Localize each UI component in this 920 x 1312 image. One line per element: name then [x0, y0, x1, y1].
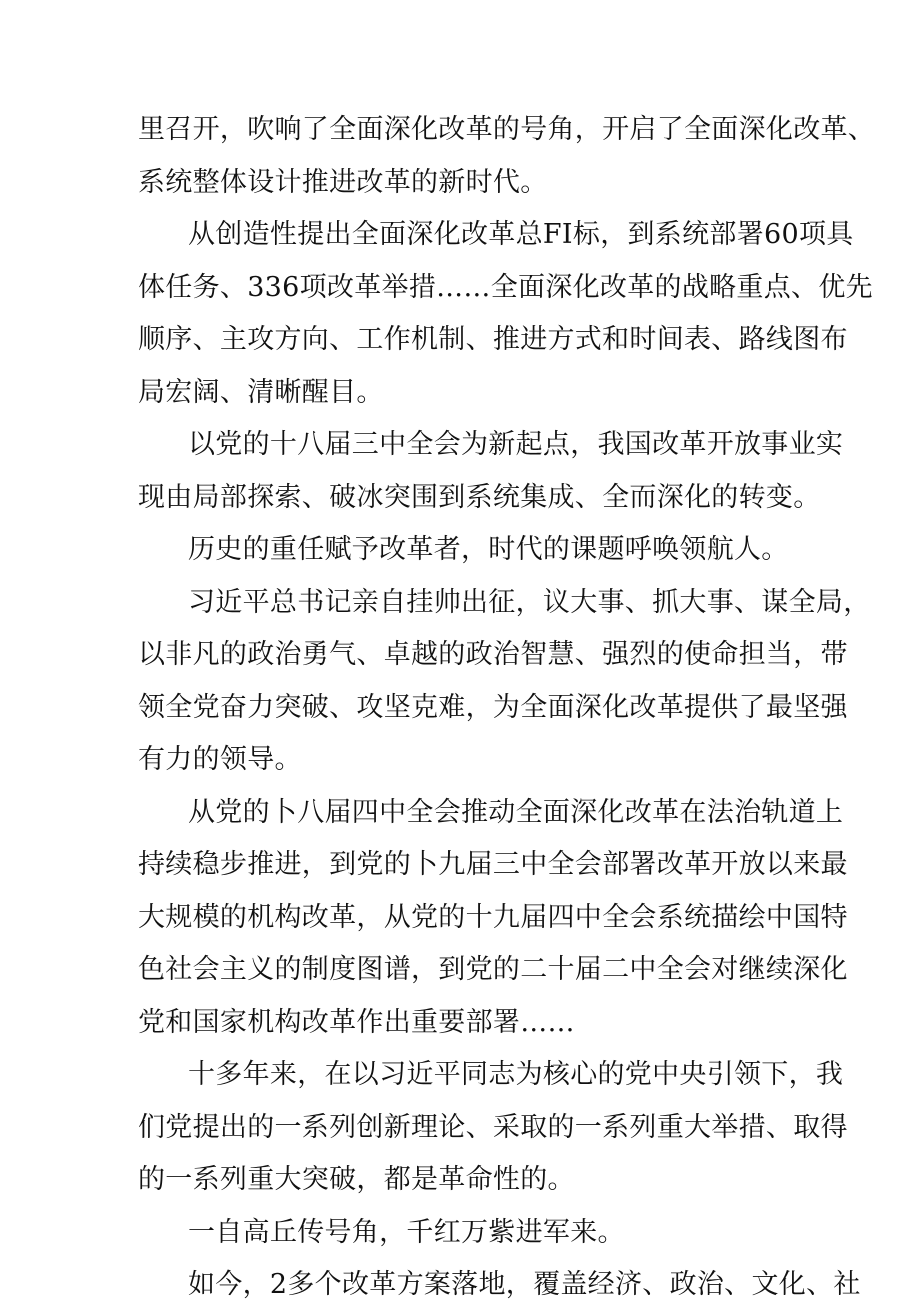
text-line: 一自高丘传号角，千红万紫进军来。 [188, 1216, 625, 1248]
text-line: 习近平总书记亲自挂帅出征，议大事、抓大事、谋全局， [188, 586, 871, 618]
text-line: 有力的领导。 [138, 744, 302, 775]
text-line: 从创造性提出全面深化改革总FI标，到系统部署60项具 [188, 219, 854, 250]
text-line: 里召开，吹响了全面深化改革的号角，开启了全面深化改革、 [138, 114, 876, 145]
text-line: 历史的重任赋予改革者，时代的课题呼唤领航人。 [188, 534, 789, 565]
text-line: 的一系列重大突破，都是革命性的。 [138, 1164, 575, 1195]
article-body [138, 104, 876, 1312]
text-line: 大规模的机构改革，从党的十九届四中全会系统描绘中国特 [138, 901, 848, 933]
text-line: 系统整体设计推进改革的新时代。 [138, 166, 548, 198]
text-line: 局宏阔、清晰醒目。 [138, 376, 384, 408]
text-line: 十多年来，在以习近平同志为核心的党中央引领下，我 [188, 1059, 844, 1090]
text-line: 体任务、336项改革举措……全面深化改革的战略重点、优先 [138, 271, 873, 303]
text-line: 以党的十八届三中全会为新起点，我国改革开放事业实 [188, 429, 844, 460]
text-line: 领全党奋力突破、攻坚克难，为全面深化改革提供了最坚强 [138, 691, 848, 723]
text-line: 如今，2多个改革方案落地，覆盖经济、政治、文化、社 [188, 1269, 861, 1300]
text-line: 们党提出的一系列创新理论、采取的一系列重大举措、取得 [138, 1111, 848, 1143]
text-line: 党和国家机构改革作出重要部署…… [138, 1006, 575, 1038]
text-line: 持续稳步推进，到党的卜九届三中全会部署改革开放以来最 [138, 849, 848, 880]
text-line: 从党的卜八届四中全会推动全面深化改革在法治轨道上 [188, 796, 844, 828]
text-line: 以非凡的政治勇气、卓越的政治智慧、强烈的使命担当，带 [138, 639, 848, 670]
text-line: 色社会主义的制度图谱，到党的二十届二中全会对继续深化 [138, 954, 848, 985]
text-line: 顺序、主攻方向、工作机制、推进方式和时间表、路线图布 [138, 324, 848, 355]
text-line: 现由局部探索、破冰突围到系统集成、全而深化的转变。 [138, 481, 821, 513]
